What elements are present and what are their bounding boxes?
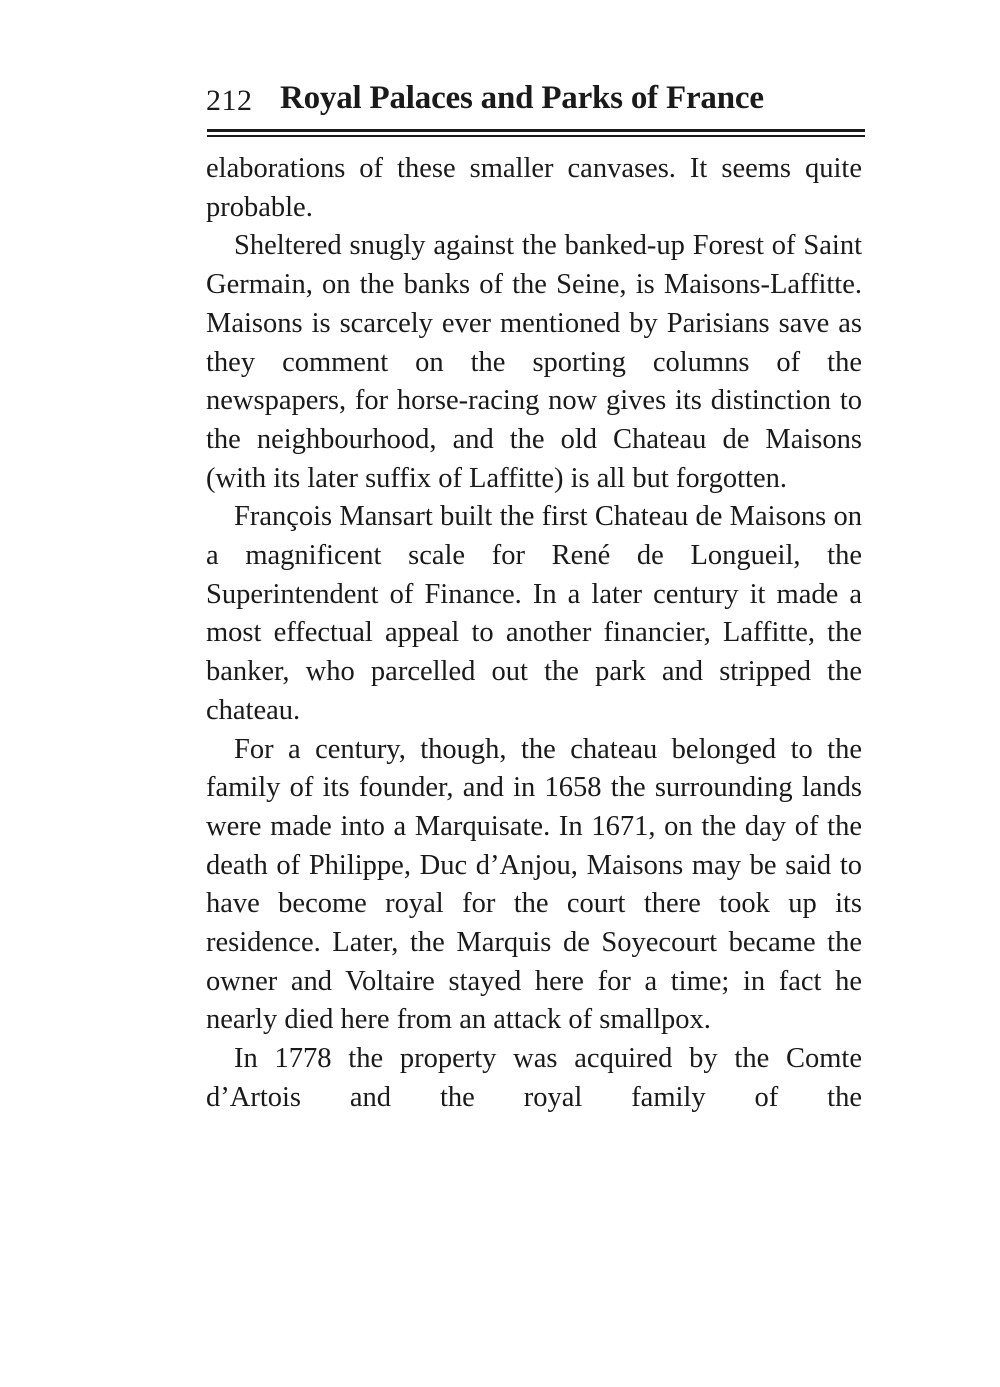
header-rule-thin (207, 135, 865, 137)
paragraph: In 1778 the property was acquired by the Comte d’Artois and the royal family of the (206, 1043, 862, 1113)
paragraph: elaborations of these smaller canvases. It seems quite probable. (206, 153, 862, 223)
running-title: Royal Palaces and Parks of France (280, 80, 764, 116)
page-number: 212 (206, 84, 253, 117)
paragraph: For a century, though, the chateau belonged to the family of its founder, and in 1658 the surrounding lands were made into a Marquisate. In 1671, on the day of the death of Philippe, Duc d’Anjou, Maisons may be said to have become royal for the court there took up its residence. Later, the Marquis de Soyecourt became the owner and Voltaire stayed here for a time; in fact he nearly died here from an attack of smallpox. (206, 733, 862, 1036)
header-rule-thick (207, 129, 865, 132)
paragraph: Sheltered snugly against the banked-up Forest of Saint Germain, on the banks of the Seine, is Maisons-Laffitte. Maisons is scarcely ever mentioned by Parisians save as they comment on the sporting columns of the newspapers, for horse-racing now gives its distinction to the neighbourhood, and the old Chateau de Maisons (with its later suffix of Laffitte) is all but forgotten. (206, 230, 862, 494)
paragraph: François Mansart built the first Chateau de Maisons on a magnificent scale for René de Longueil, the Superintendent of Finance. In a later century it made a most effectual appeal to another financier, Laffitte, the banker, who parcelled out the park and stripped the chateau. (206, 501, 862, 726)
body-text (206, 150, 862, 1118)
page-header (206, 78, 866, 128)
